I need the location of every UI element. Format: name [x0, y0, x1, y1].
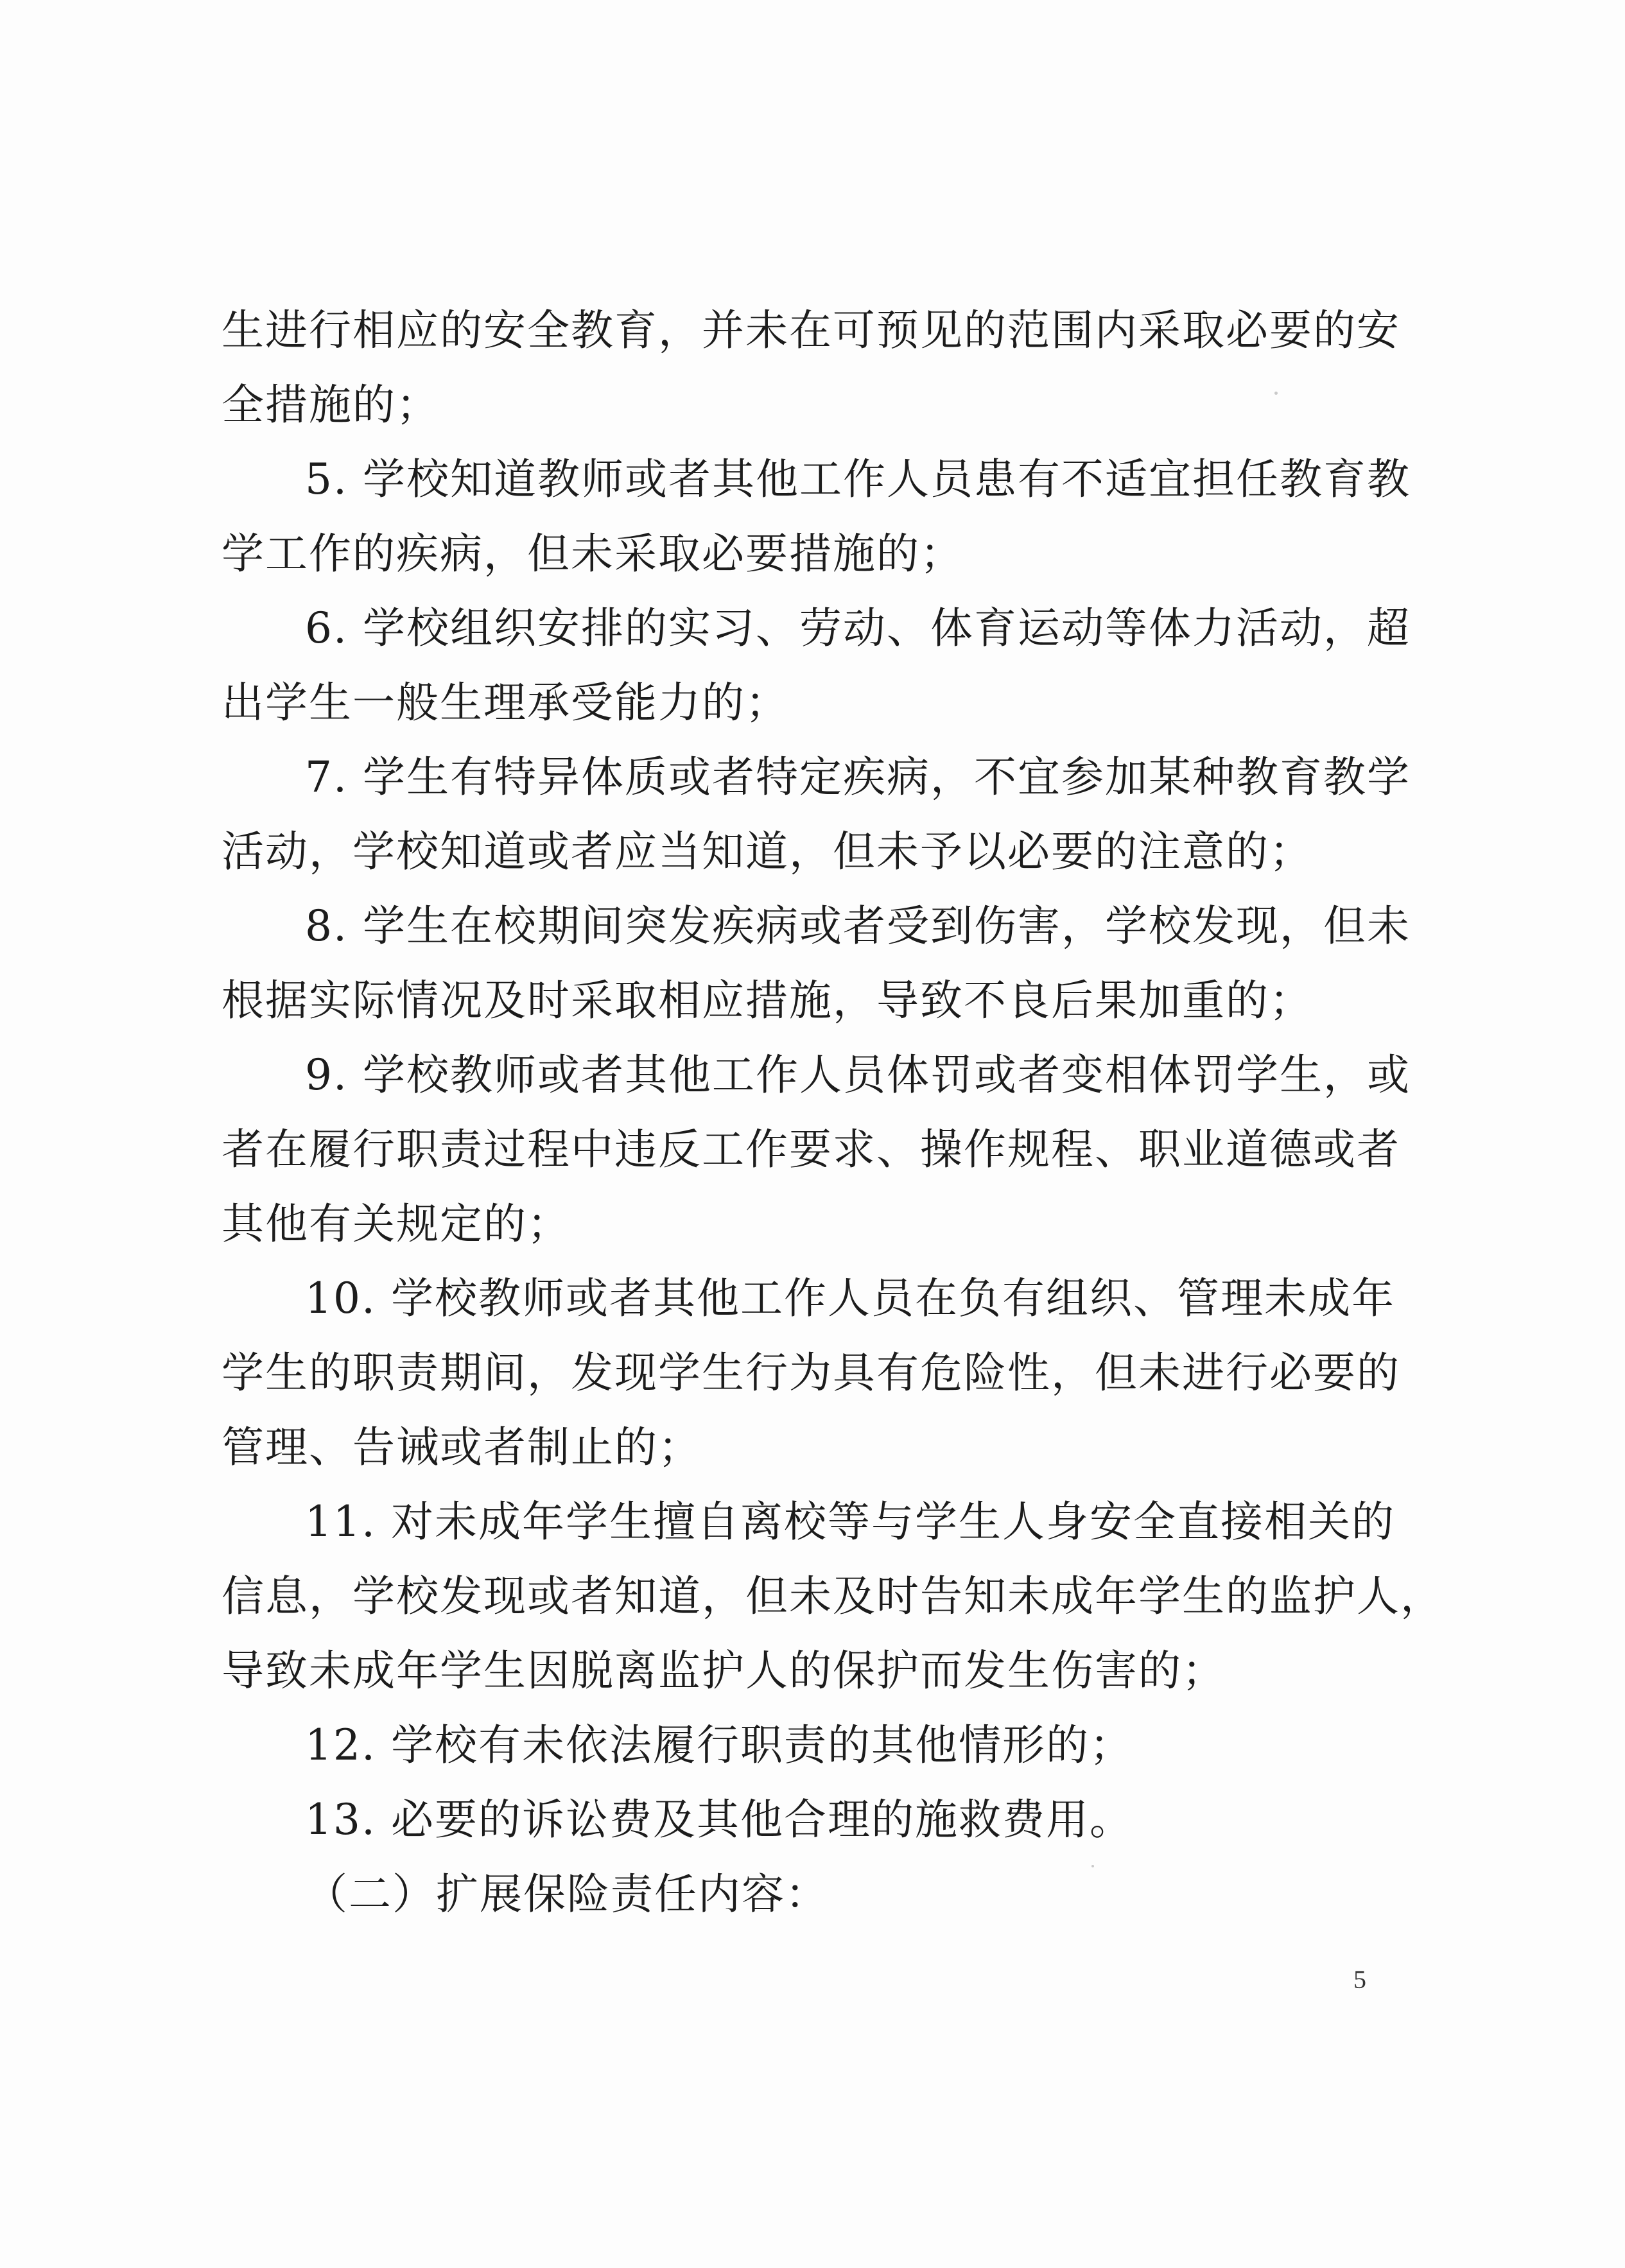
list-item-5-line: 5. 学校知道教师或者其他工作人员患有不适宜担任教育教: [305, 454, 1411, 504]
list-item-9-line: 其他有关规定的；: [222, 1199, 571, 1249]
list-item-11-line: 导致未成年学生因脱离监护人的保护而发生伤害的；: [222, 1646, 1226, 1695]
list-item-6-line: 6. 学校组织安排的实习、劳动、体育运动等体力活动，超: [305, 603, 1411, 653]
list-item-12-line: 12. 学校有未依法履行职责的其他情形的；: [305, 1720, 1133, 1770]
list-item-10-line: 10. 学校教师或者其他工作人员在负有组织、管理未成年: [305, 1274, 1395, 1323]
list-item-13-line: 13. 必要的诉讼费及其他合理的施救费用。: [305, 1795, 1133, 1844]
list-item-7-line: 活动，学校知道或者应当知道，但未予以必要的注意的；: [222, 827, 1313, 876]
list-item-9-line: 者在履行职责过程中违反工作要求、操作规程、职业道德或者: [222, 1125, 1400, 1174]
list-item-8-line: 8. 学生在校期间突发疾病或者受到伤害，学校发现，但未: [305, 901, 1411, 951]
list-item-5-line: 学工作的疾病，但未采取必要措施的；: [222, 529, 964, 578]
scan-speck: [1091, 1865, 1094, 1867]
list-item-10-line: 管理、告诫或者制止的；: [222, 1423, 702, 1472]
list-item-6-line: 出学生一般生理承受能力的；: [222, 678, 789, 727]
list-item-11-line: 信息，学校发现或者知道，但未及时告知未成年学生的监护人，: [222, 1571, 1444, 1621]
text-line: 全措施的；: [222, 380, 440, 429]
list-item-7-line: 7. 学生有特异体质或者特定疾病，不宜参加某种教育教学: [305, 752, 1411, 802]
page-number: 5: [1353, 1965, 1366, 1994]
list-item-8-line: 根据实际情况及时采取相应措施，导致不良后果加重的；: [222, 976, 1313, 1025]
scan-speck: [1274, 392, 1278, 395]
list-item-9-line: 9. 学校教师或者其他工作人员体罚或者变相体罚学生，或: [305, 1050, 1411, 1100]
text-line: 生进行相应的安全教育，并未在可预见的范围内采取必要的安: [222, 306, 1400, 355]
list-item-10-line: 学生的职责期间，发现学生行为具有危险性，但未进行必要的: [222, 1348, 1400, 1398]
list-item-11-line: 11. 对未成年学生擅自离校等与学生人身安全直接相关的: [305, 1497, 1395, 1546]
section-heading: （二）扩展保险责任内容：: [305, 1869, 829, 1919]
